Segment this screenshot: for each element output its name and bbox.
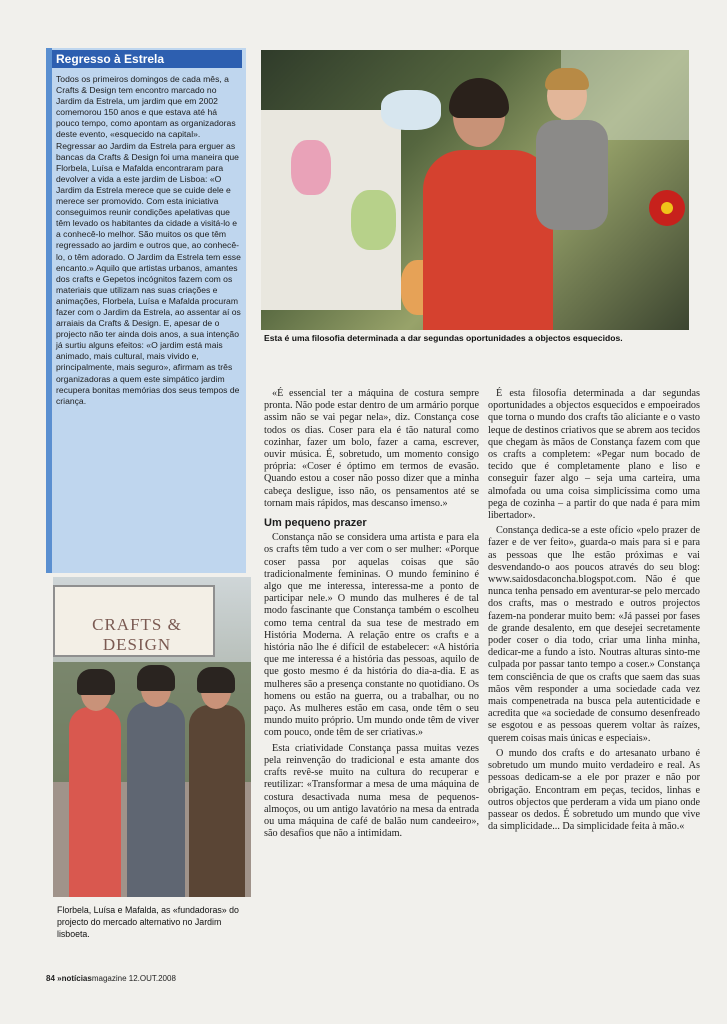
article-paragraph: Esta criatividade Constança passa muitas vezes pela reinvenção do tradicional e esta amante dos crafts revê-se muito na cultura do recuperar e reutilizar: «Transformar a mesa de uma máquina de costura desactivada numa mesa de pequenos-almoços, ou um antigo lavatório na mesa da entrada ou uma máquina de café de balão num candeeiro», são desafios que não a intimidam. — [264, 742, 479, 840]
article-column-middle — [264, 388, 479, 843]
photo2-banner-text: CRAFTS & DESIGN — [92, 615, 182, 654]
article-paragraph: O mundo dos crafts e do artesanato urbano é sobretudo um mundo muito verdadeiro e real. As pessoas dedicam-se a ele por prazer e não por obrigação. Encontram em peças, tecidos, linhas e outros objectos que perderam a vida um piano onde passear os dedos. É sobretudo um mundo que vive da simplicidade... Da simplicidade feita à mão.« — [488, 747, 700, 833]
photo1-child-hair — [545, 68, 589, 90]
photo2-person-middle — [127, 702, 185, 897]
photo2-banner — [53, 585, 215, 657]
footer-date: 12.OUT.2008 — [128, 974, 176, 983]
photo1-hanger-pink — [291, 140, 331, 195]
article-column-right — [488, 388, 700, 836]
article-paragraph: É esta filosofia determinada a dar segundas oportunidades a objectos esquecidos e empoeirados que torna o mundo dos crafts tão aliciante e o vasto leque de destinos criativos que se abrem aos tecidos que chegam às mãos de Constança fazem com que os crafts a completem: «Pegar num bocado de tecido que é completamente plano e liso e conseguir fazer algo – seja uma carteira, uma almofada ou uma coisa simplicíssima como uma pega de cozinha – a partir do que nada é para mim libertador». — [488, 388, 700, 522]
footer-brand-suffix: magazine — [91, 974, 127, 983]
photo2-hair-middle — [137, 665, 175, 691]
photo1-caption: Esta é uma filosofia determinada a dar segundas oportunidades a objectos esquecidos. — [264, 333, 623, 343]
photo2-person-left — [69, 707, 121, 897]
article-paragraph: Constança dedica-se a este ofício «pelo prazer de fazer e de ver feito», guarda-o mais para si e para as pessoas que lhe estão próximas e vai desvendando-o aos poucos através do seu blog: www.saidosdaconcha.blogspot.com. Não é que nunca tenha pensado em aventurar-se pelo mercado dos crafts, mas o mestrado e outros projectos fazem-na ponderar muito bem: «Já passei por fases de grande desalento, em que desejei secretamente poder coser o dia todo, criar uma linha minha, dedicar-me a fundo a isto. Noutras alturas sinto-me culpada por passar tanto tempo a coser.» Constança tem consciência de que os crafts que saem das suas mãos vêm responder a uma sociedade cada vez mais compenetrada na busca pela autenticidade e acredita que «a sociedade de consumo desenfreado se esgotou e as pessoas querem voltar às raízes, querem coisas mais únicas e especiais». — [488, 525, 700, 744]
article-paragraph: «É essencial ter a máquina de costura sempre pronta. Não pode estar dentro de um armário porque assim não se vai pegar nela», diz. Constança cose todos os dias. Coser para ela é tão natural como cozinhar, fazer um bolo, fazer a cama, escrever, ouvir música. É, sobretudo, um momento consigo própria: «Coser é óptimo em termos de evasão. Quando estou a coser não posso dizer que a minha cabeça desligue, isso não, os pensamentos até se tornam mais rápidos, mas descanso imenso.» — [264, 388, 479, 509]
photo1-woman-hair — [449, 78, 509, 118]
photo2-caption: Florbela, Luísa e Mafalda, as «fundadoras» do projecto do mercado alternativo no Jardim lisboeta. — [57, 905, 239, 939]
page-footer — [46, 974, 176, 983]
page-number: 84 — [46, 974, 55, 983]
article-subheading: Um pequeno prazer — [264, 517, 367, 530]
photo1-child-body — [536, 120, 608, 230]
photo1-hanger-blue — [381, 90, 441, 130]
article-paragraph: Constança não se considera uma artista e para ela os crafts têm tudo a ver com o ser mulher: «Porque coser passa por aquelas coisas que são tradicionalmente femininas. O mundo feminino é algo que me interessa, interessa-me a ponto de participar nele.» O mundo das mulheres é de tal modo fascinante que Constança também o escolheu como tema central da sua tese de mestrado em História Moderna. A relação entre os crafts e a história não lhe é difícil de estabelecer: «A história que me interessa é a história das pessoas, aquilo de que gosto mesmo é da história do dia-a-dia. E as mulheres são a presença constante no quotidiano. Os homens ou estão na guerra, ou a trabalhar, ou no paço. As mulheres estão em casa, onde têm o seu mundo muito próprio. Um mundo onde têm de viver com pouco, onde têm de ser criativas.» — [264, 532, 480, 739]
photo-constanca-stall — [261, 50, 689, 330]
photo1-hanger-green — [351, 190, 396, 250]
footer-brand: »notícias — [57, 974, 92, 983]
photo2-hair-left — [77, 669, 115, 695]
photo1-flower-center — [661, 202, 673, 214]
sidebar-title: Regresso à Estrela — [52, 50, 242, 68]
photo1-woman-red-shirt — [423, 150, 553, 330]
sidebar-text: Todos os primeiros domingos de cada mês, a Crafts & Design tem encontro marcado no Jardim da Estrela, um jardim que em 2002 comemorou 150 anos e que estava até há pouco tempo, como apontam as organizadoras deste evento, «esquecido na capital». Regressar ao Jardim da Estrela para erguer as bancas da Crafts & Design foi uma maneira que Florbela, Luísa e Mafalda encontraram para devolver a vida a este jardim de Lisboa: «O Jardim da Estrela merece que se cuide dele e merece ser promovido. Com esta iniciativa conseguimos reunir condições apelativas que têm levado os habitantes da cidade a visitá-lo e a conhecê-lo melhor. São muitos os que têm regressado ao jardim e outros que, ao conhecê-lo, o têm adorado. O Jardim da Estrela tem esse encanto.» Aquilo que artistas urbanos, amantes dos crafts e Gepetos incógnitos fazem com os materiais que utilizam nas suas criações e animações, Florbela, Luísa e Mafalda procuram fazer com o Jardim da Estrela, ao assentar aí os arraiais da Crafts & Design. E, apesar de o projecto não ter ainda dois anos, a sua intenção já surtiu alguns efeitos: «O jardim está mais animado, mais cultural, mais vivido e, principalmente, mais seguro», afirmam as três organizadoras a quem este simpático jardim recupera bonitas memórias dos seus tempos de criança. — [56, 74, 241, 406]
photo2-hair-right — [197, 667, 235, 693]
photo2-person-right — [189, 705, 245, 897]
photo-founders — [53, 577, 251, 897]
